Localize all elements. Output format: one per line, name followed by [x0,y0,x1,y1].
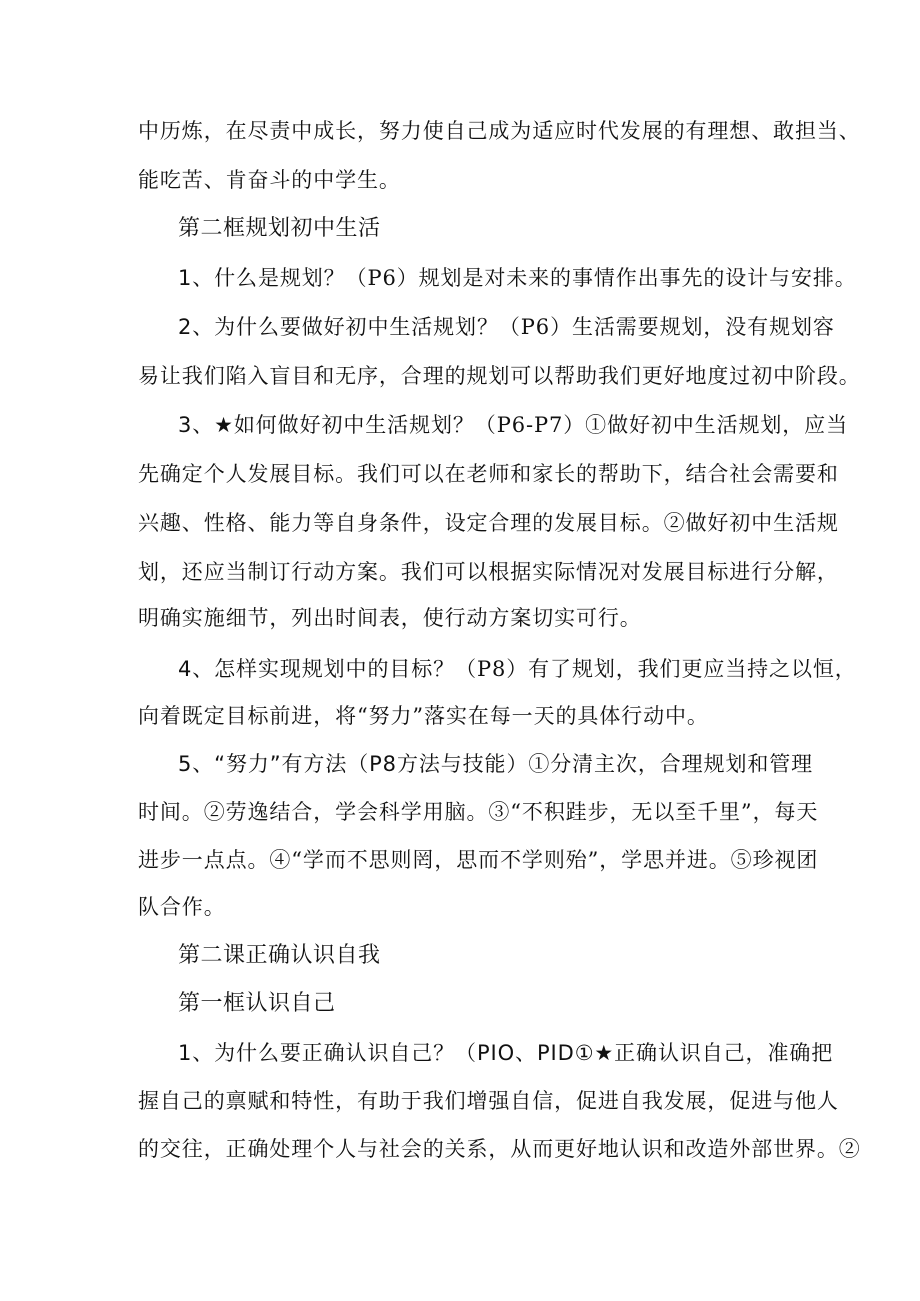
answer-text: （P6-P7）①做好初中生活规划，应当 [474,413,848,437]
paragraph-line: 先确定个人发展目标。我们可以在老师和家长的帮助下，结合社会需要和 [138,462,839,486]
answer-text: （P8）有了规划，我们更应当持之以恒， [455,657,857,681]
question-text: 2、为什么要做好初中生活规划？ [178,315,499,339]
paragraph-line: 中历炼，在尽责中成长，努力使自己成为适应时代发展的有理想、敢担当、 [138,119,861,143]
answer-text: ①★正确认识自己，准确把 [574,1041,834,1065]
question-6 [178,1038,834,1068]
paragraph-line: 能吃苦、肯奋斗的中学生。 [138,168,401,192]
question-text: 5、“努力”有方法（P8方法与技能） [178,752,529,776]
paragraph-line: 易让我们陷入盲目和无序，合理的规划可以帮助我们更好地度过初中阶段。 [138,364,861,388]
paragraph-line: 向着既定目标前进，将“努力”落实在每一天的具体行动中。 [138,704,709,728]
question-text: 4、怎样实现规划中的目标？ [178,657,456,681]
lesson-heading: 第二课正确认识自我 [178,943,381,968]
answer-text: （P6）规划是对未来的事情作出事先的设计与安排。 [345,266,857,290]
paragraph-line: 的交往，正确处理个人与社会的关系，从而更好地认识和改造外部世界。② [138,1137,861,1161]
answer-text: ①分清主次，合理规划和管理 [528,752,814,776]
question-1 [178,263,857,293]
question-text: 3、★如何做好初中生活规划？ [178,413,475,437]
question-2 [178,312,835,342]
paragraph-line: 时间。②劳逸结合，学会科学用脑。③“不积跬步，无以至千里”，每天 [138,800,819,824]
question-4 [178,654,857,684]
question-3 [178,410,848,440]
question-text: 1、为什么要正确认识自己？（PIO、PID [178,1041,575,1065]
section-heading: 第二框规划初中生活 [178,216,381,241]
paragraph-line: 明确实施细节，列出时间表，使行动方案切实可行。 [138,606,642,630]
section-heading: 第一框认识自己 [178,991,336,1016]
paragraph-line: 队合作。 [138,895,226,919]
paragraph-line: 划，还应当制订行动方案。我们可以根据实际情况对发展目标进行分解， [138,560,839,584]
question-text: 1、什么是规划？ [178,266,346,290]
paragraph-line: 握自己的禀赋和特性，有助于我们增强自信，促进自我发展，促进与他人 [138,1089,839,1113]
answer-text: （P6）生活需要规划，没有规划容 [498,315,835,339]
paragraph-line: 兴趣、性格、能力等自身条件，设定合理的发展目标。②做好初中生活规 [138,511,839,535]
question-5 [178,749,814,779]
paragraph-line: 进步一点点。④“学而不思则罔，思而不学则殆”，学思并进。⑤珍视团 [138,848,819,872]
